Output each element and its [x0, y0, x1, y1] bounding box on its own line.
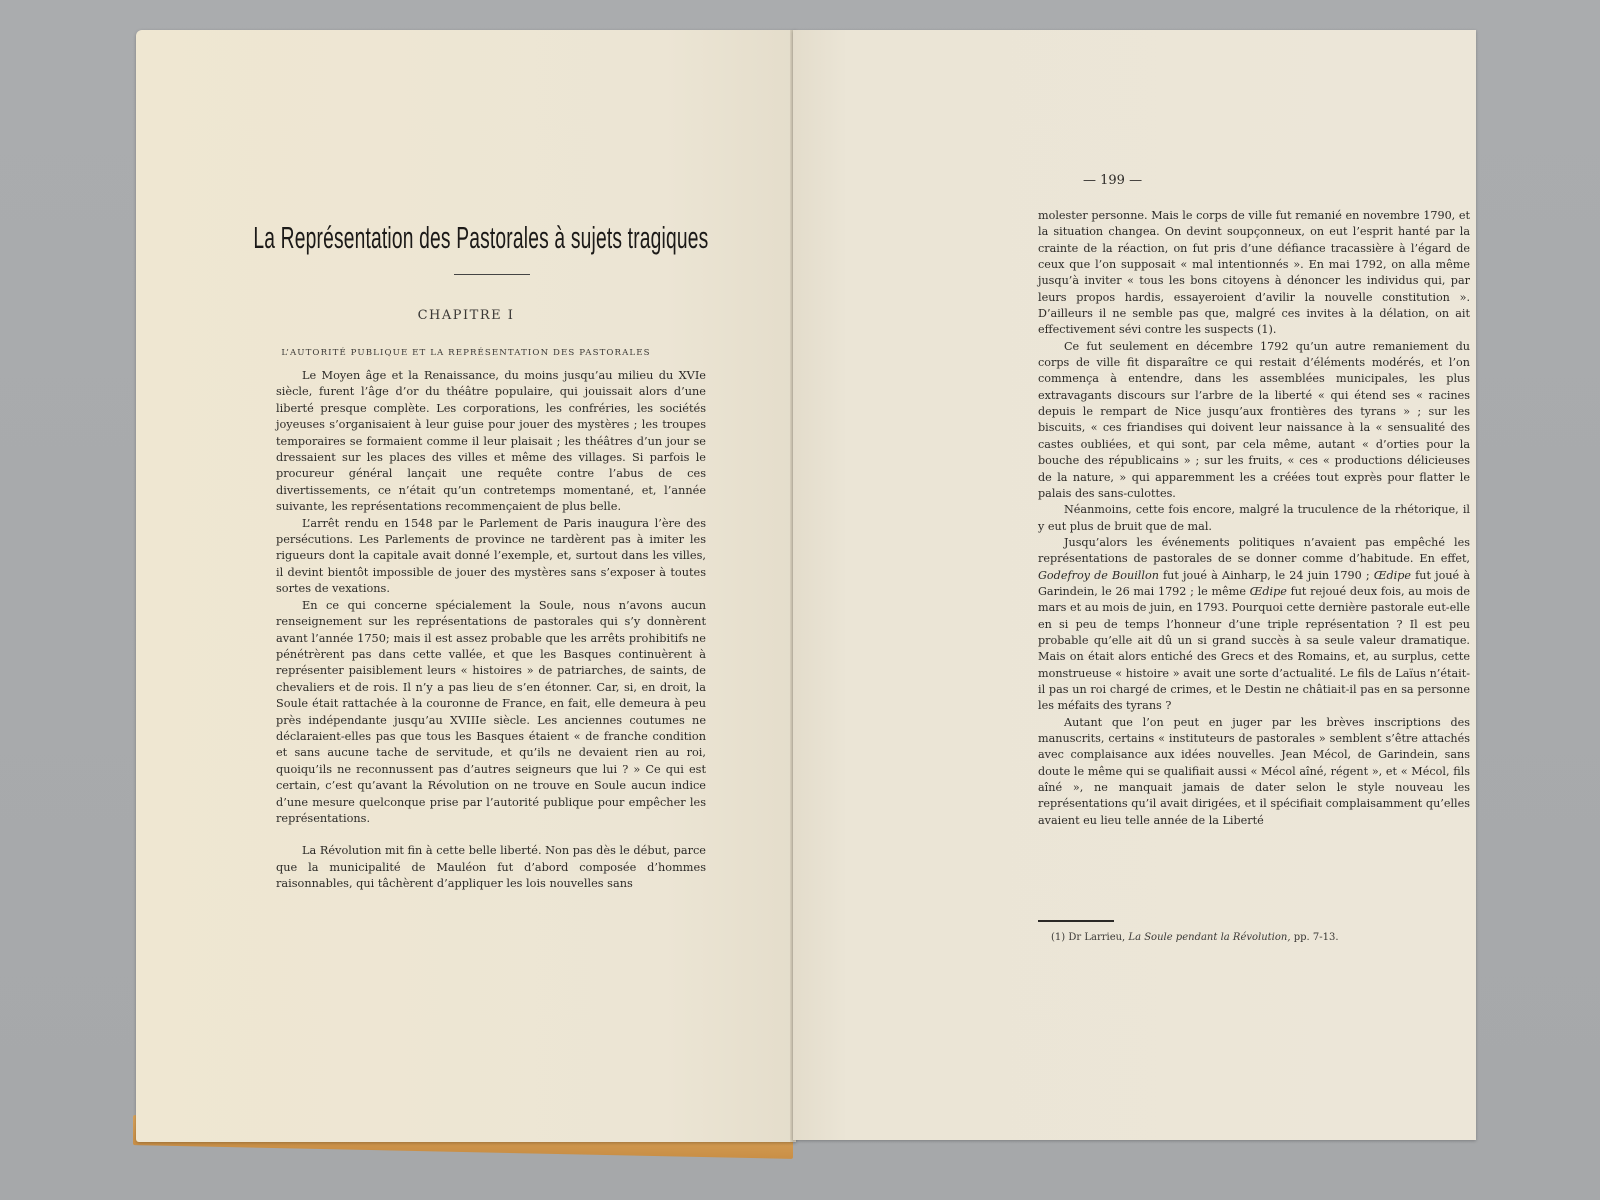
- italic-title: Œdipe: [1373, 568, 1412, 582]
- footnote-marker: (1): [1051, 932, 1066, 943]
- left-body-text: [276, 368, 706, 893]
- paragraph: La Révolution mit fin à cette belle liberté. Non pas dès le début, parce que la municipalité de Mauléon fut d’abord composée d’hommes raisonnables, qui tâchèrent d’appliquer les lois nouvelles sans: [276, 844, 706, 891]
- italic-title: Œdipe: [1249, 584, 1287, 598]
- paragraph: Jusqu’alors les événements politiques n’avaient pas empêché les représentations de pastorales de se donner comme d’habitude. En effet, Godefroy de Bouillon fut joué à Ainharp, le 24 juin 1790 ; Œdipe fut joué à Garindein, le 26 mai 1792 ; le même Œdipe fut rejoué deux fois, au mois de mars et au mois de juin, en 1793. Pourquoi cette dernière pastorale eut-elle en si peu de temps l’honneur d’une triple représentation ? Il est peu probable qu’elle ait dû un si grand succès à sa seule valeur dramatique. Mais on était alors entiché des Grecs et des Romains, et, au surplus, cette monstrueuse « histoire » avait une sorte d’actualité. Le fils de Laïus n’était-il pas un roi chargé de crimes, et le Destin ne châtiait-il pas en sa personne les méfaits des tyrans ?: [1038, 535, 1470, 713]
- italic-title: Godefroy de Bouillon: [1038, 568, 1159, 582]
- footnote-author: Dr Larrieu,: [1068, 932, 1126, 943]
- chapter-heading: CHAPITRE I: [417, 308, 515, 323]
- paragraph: En ce qui concerne spécialement la Soule, nous n’avons aucun renseignement sur les représentations de pastorales qui s’y donnèrent avant l’année 1750; mais il est assez probable que les arrêts prohibitifs ne pénétrèrent pas dans cette vallée, et que les Basques continuèrent à représenter paisiblement leurs « histoires » de patriarches, de saints, de chevaliers et de rois. Il n’y a pas lieu de s’en étonner. Car, si, en droit, la Soule était rattachée à la couronne de France, en fait, elle demeura à peu près indépendante jusqu’au XVIIIe siècle. Les anciennes coutumes ne déclaraient-elles pas que tous les Basques étaient « de franche condition et sans aucune tache de servitude, et qu’ils ne devaient rien au roi, quoiqu’ils ne reconnussent pas d’autres seigneurs que lui ? » Ce qui est certain, c’est qu’avant la Révolution on ne trouve en Soule aucun indice d’une mesure quelconque prise par l’autorité publique pour empêcher les représentations.: [276, 598, 706, 825]
- footnote: [1051, 932, 1339, 943]
- paragraph: Le Moyen âge et la Renaissance, du moins jusqu’au milieu du XVIe siècle, furent l’âge d’or du théâtre populaire, qui jouissait alors d’une liberté presque complète. Les corporations, les confréries, les sociétés joyeuses s’organisaient à leur guise pour jouer des mystères ; les troupes temporaires se formaient comme il leur plaisait ; les théâtres d’un jour se dressaient sur les places des villes et même des villages. Si parfois le procureur général lançait une requête contre l’abus de ces divertissements, ce n’était qu’un contretemps momentané, et, l’année suivante, les représentations recommençaient de plus belle.: [276, 369, 706, 514]
- right-body-text: [1038, 208, 1470, 829]
- page-title: La Représentation des Pastorales à sujets tragiques: [253, 220, 709, 255]
- right-page: [793, 30, 1476, 1140]
- footnote-rule: [1038, 920, 1114, 922]
- paragraph: molester personne. Mais le corps de ville fut remanié en novembre 1790, et la situation changea. On devint soupçonneux, on eut l’esprit hanté par la crainte de la réaction, on fut pris d’une défiance tracassière à l’égard de ceux que l’on supposait « mal intentionnés ». En mai 1792, on alla même jusqu’à inviter « tous les bons citoyens à dénoncer les individus qui, par leurs propos hardis, essayeroient d’avilir la nouvelle constitution ». D’ailleurs il ne semble pas que, malgré ces invites à la délation, on ait effectivement sévi contre les suspects (1).: [1038, 209, 1470, 337]
- footnote-pages: pp. 7-13.: [1293, 932, 1339, 943]
- title-divider: [454, 274, 530, 275]
- paragraph: Ce fut seulement en décembre 1792 qu’un autre remaniement du corps de ville fit disparaître ce qui restait d’éléments modérés, et l’on commença à entendre, dans les assemblées municipales, les plus extravagants discours sur l’arbre de la liberté « qui étend ses « racines depuis le rempart de Nice jusqu’aux frontières des tyrans » ; sur les biscuits, « ces friandises qui doivent leur naissance à la « sensualité des castes oubliées, et qui sont, par cela même, autant « d’orties pour la bouche des républicains » ; sur les fruits, « ces « productions délicieuses de la nature, » qui apparemment les a créées tout exprès pour flatter le palais des sans-culottes.: [1038, 339, 1470, 500]
- left-page: [136, 30, 796, 1142]
- page-number: — 199 —: [1083, 173, 1143, 188]
- paragraph: Autant que l’on peut en juger par les brèves inscriptions des manuscrits, certains « instituteurs de pastorales » semblent s’être attachés avec complaisance aux idées nouvelles. Jean Mécol, de Garindein, sans doute le même qui se qualifiait aussi « Mécol aîné, régent », et « Mécol, fils aîné », ne manquait jamais de dater selon le style nouveau les représentations qu’il avait dirigées, et il spécifiait complaisamment qu’elles avaient eu lieu telle année de la Liberté: [1038, 715, 1470, 827]
- paragraph: L’arrêt rendu en 1548 par le Parlement de Paris inaugura l’ère des persécutions. Les Parlements de province ne tardèrent pas à imiter les rigueurs dont la capitale avait donné l’exemple, et, surtout dans les villes, il devint bientôt impossible de jouer des mystères sans s’exposer à toutes sortes de vexations.: [276, 516, 706, 596]
- footnote-work: La Soule pendant la Révolution,: [1128, 932, 1291, 943]
- paragraph: Néanmoins, cette fois encore, malgré la truculence de la rhétorique, il y eut plus de bruit que de mal.: [1038, 503, 1470, 533]
- section-heading: L’AUTORITÉ PUBLIQUE ET LA REPRÉSENTATION DES PASTORALES: [281, 348, 651, 358]
- open-book: [133, 22, 1478, 1162]
